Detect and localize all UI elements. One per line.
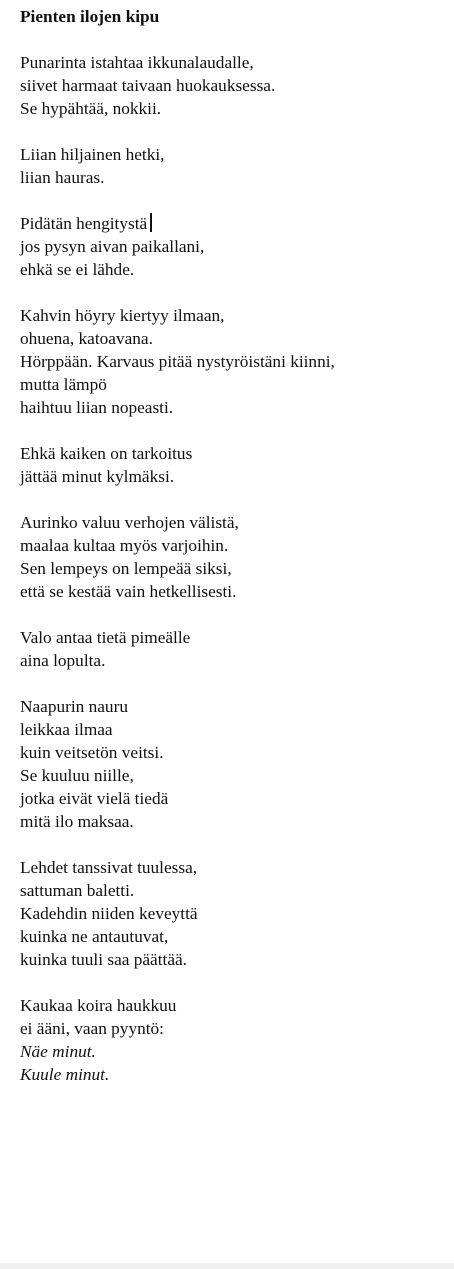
stanza <box>20 304 454 419</box>
stanza <box>20 442 454 488</box>
poem-line <box>20 764 454 787</box>
poem-line <box>20 304 454 327</box>
poem-line-text: ei ääni, vaan pyyntö: <box>20 1019 164 1038</box>
poem-line-text: Ehkä kaiken on tarkoitus <box>20 444 193 463</box>
poem-line <box>20 511 454 534</box>
poem-line-text: että se kestää vain hetkellisesti. <box>20 582 237 601</box>
stanza <box>20 212 454 281</box>
poem-line <box>20 925 454 948</box>
poem-line <box>20 143 454 166</box>
stanza <box>20 994 454 1086</box>
poem-line <box>20 994 454 1017</box>
poem-line <box>20 442 454 465</box>
poem-line-text: Naapurin nauru <box>20 697 128 716</box>
stanza <box>20 143 454 189</box>
poem-line-text: aina lopulta. <box>20 651 106 670</box>
stanza <box>20 626 454 672</box>
poem-line-text: liian hauras. <box>20 168 105 187</box>
poem-line-text: siivet harmaat taivaan huokauksessa. <box>20 76 276 95</box>
poem-line <box>20 948 454 971</box>
poem-line <box>20 879 454 902</box>
poem-line-text: Kaukaa koira haukkuu <box>20 996 177 1015</box>
poem-line-text: Punarinta istahtaa ikkunalaudalle, <box>20 53 254 72</box>
poem-line <box>20 97 454 120</box>
poem-line-text: jättää minut kylmäksi. <box>20 467 175 486</box>
poem-line-text: kuinka tuuli saa päättää. <box>20 950 187 969</box>
poem-line <box>20 856 454 879</box>
poem-line-text: Hörppään. Karvaus pitää nystyröistäni kiinni, <box>20 352 335 371</box>
poem-line-text: Pidätän hengitystä <box>20 214 148 233</box>
poem-line <box>20 465 454 488</box>
poem-line <box>20 51 454 74</box>
poem-line-text: leikkaa ilmaa <box>20 720 113 739</box>
poem-line <box>20 373 454 396</box>
poem-line <box>20 695 454 718</box>
stanza <box>20 695 454 833</box>
bottom-edge <box>0 1263 454 1269</box>
poem-line <box>20 718 454 741</box>
poem-line <box>20 1017 454 1040</box>
poem-line-text: Kadehdin niiden keveyttä <box>20 904 198 923</box>
poem-line <box>20 787 454 810</box>
poem-line <box>20 235 454 258</box>
poem-line <box>20 534 454 557</box>
poem-title: Pienten ilojen kipu <box>20 7 160 26</box>
poem-line-text: Sen lempeys on lempeää siksi, <box>20 559 232 578</box>
poem-line-text: Lehdet tanssivat tuulessa, <box>20 858 198 877</box>
text-cursor <box>150 213 152 232</box>
poem-line-text: Se hypähtää, nokkii. <box>20 99 162 118</box>
stanza <box>20 511 454 603</box>
poem-line-text: maalaa kultaa myös varjoihin. <box>20 536 229 555</box>
poem-line <box>20 649 454 672</box>
poem-line <box>20 396 454 419</box>
poem-line-text: Kuule minut. <box>20 1065 110 1084</box>
poem-line-text: Kahvin höyry kiertyy ilmaan, <box>20 306 225 325</box>
poem-line-text: kuinka ne antautuvat, <box>20 927 169 946</box>
poem-line <box>20 741 454 764</box>
poem-line <box>20 258 454 281</box>
poem-line <box>20 810 454 833</box>
document-body[interactable] <box>20 5 454 1269</box>
poem-line-text: Valo antaa tietä pimeälle <box>20 628 191 647</box>
stanza <box>20 51 454 120</box>
poem-line-text: ehkä se ei lähde. <box>20 260 135 279</box>
poem-line <box>20 1040 454 1063</box>
poem-line-text: jotka eivät vielä tiedä <box>20 789 169 808</box>
poem-line-text: ohuena, katoavana. <box>20 329 153 348</box>
poem-line <box>20 626 454 649</box>
poem-line <box>20 902 454 925</box>
poem-line-text: Aurinko valuu verhojen välistä, <box>20 513 239 532</box>
poem-line <box>20 166 454 189</box>
poem-line-text: mutta lämpö <box>20 375 107 394</box>
poem-line <box>20 557 454 580</box>
poem-line-text: Se kuuluu niille, <box>20 766 134 785</box>
stanza <box>20 856 454 971</box>
poem-line-text: jos pysyn aivan paikallani, <box>20 237 205 256</box>
poem-line-text: haihtuu liian nopeasti. <box>20 398 174 417</box>
poem-line-text: Liian hiljainen hetki, <box>20 145 165 164</box>
poem-line-text: Näe minut. <box>20 1042 96 1061</box>
poem-line-text: sattuman baletti. <box>20 881 135 900</box>
poem-line <box>20 350 454 373</box>
poem-line-text: mitä ilo maksaa. <box>20 812 134 831</box>
poem-line <box>20 74 454 97</box>
poem-body[interactable] <box>20 51 454 1086</box>
poem-line <box>20 580 454 603</box>
poem-line <box>20 327 454 350</box>
poem-line-text: kuin veitsetön veitsi. <box>20 743 164 762</box>
poem-line <box>20 1063 454 1086</box>
poem-line <box>20 212 454 235</box>
